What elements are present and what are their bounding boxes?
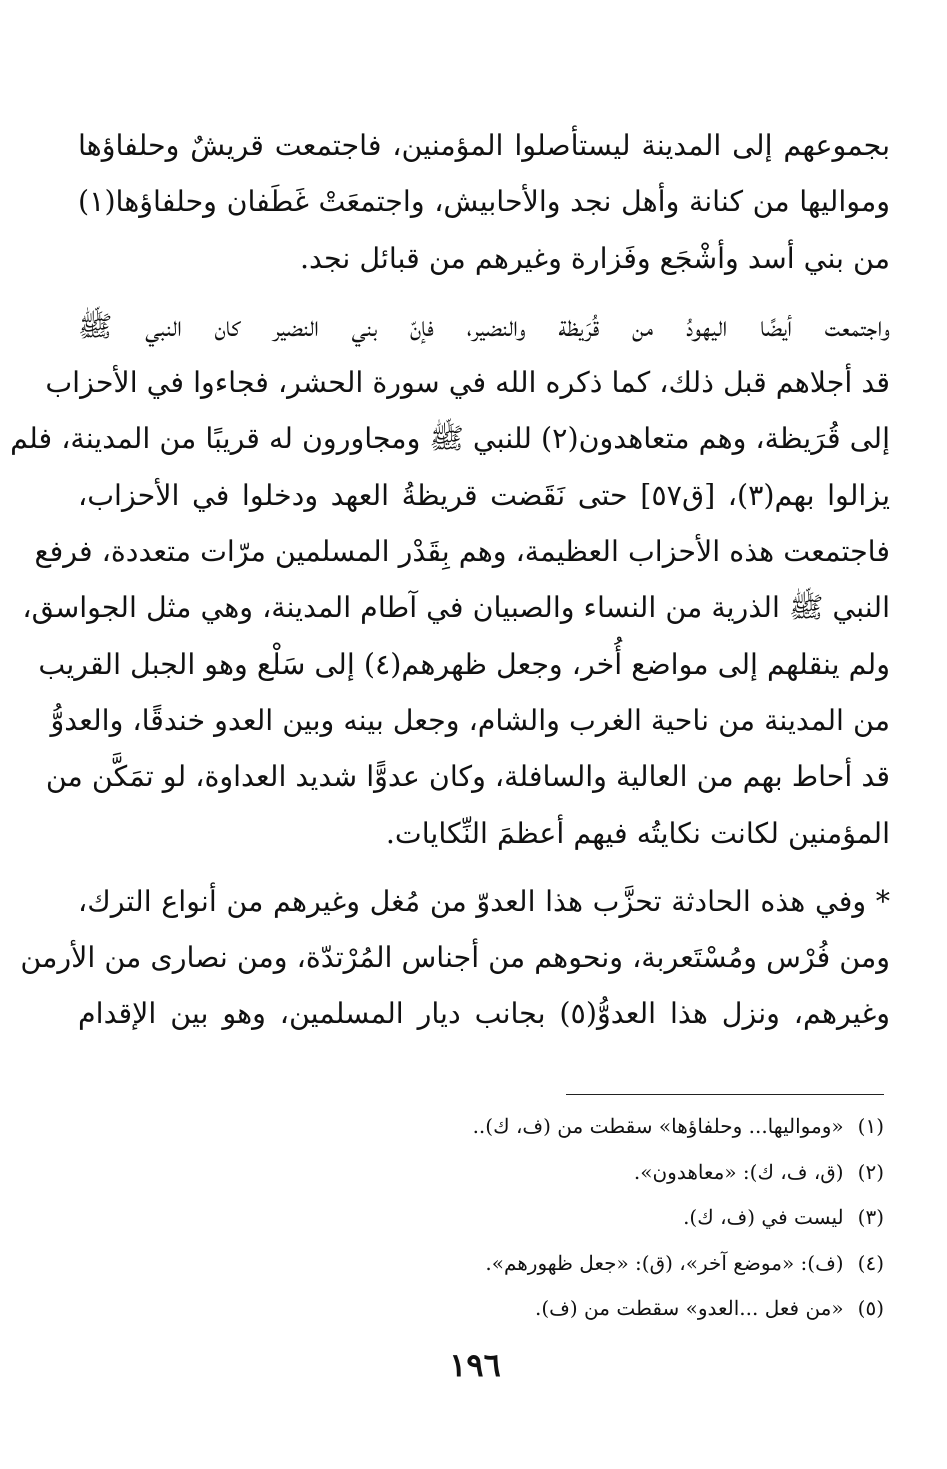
footnotes xyxy=(300,1104,884,1332)
paragraph-gap xyxy=(78,287,890,299)
text-line: من بني أسد وأشْجَع وفَزارة وغيرهم من قبائل نجد. xyxy=(299,241,890,275)
footnote-text: (ف): «موضع آخر»، (ق): «جعل ظهورهم». xyxy=(485,1250,844,1275)
footnote-number: (٢) xyxy=(857,1159,884,1184)
footnote-number: (٣) xyxy=(857,1205,884,1229)
footnote-number: (٤) xyxy=(857,1250,884,1275)
paragraph-2 xyxy=(10,299,891,862)
footnote-separator xyxy=(566,1094,884,1095)
text-line: ومن فُرْس ومُسْتَعربة، ونحوهم من أجناس المُرْتدّة، ومن نصارى من الأرمن xyxy=(20,941,890,975)
text-line: * وفي هذه الحادثة تحزَّب هذا العدوّ من مُغل وغيرهم من أنواع الترك، xyxy=(78,884,890,918)
text-line: يزالوا بهم(٣)، [ق٥٧] حتى نَقَضت قريظةُ العهد ودخلوا في الأحزاب، xyxy=(78,478,891,512)
text-line: بجموعهم إلى المدينة ليستأصلوا المؤمنين، فاجتمعت قريشٌ وحلفاؤها xyxy=(78,129,890,162)
text-line: وغيرهم، ونزل هذا العدوُّ(٥) بجانب ديار المسلمين، وهو بين الإقدام xyxy=(78,997,890,1031)
text-line: قد أجلاهم قبل ذلك، كما ذكره الله في سورة الحشر، فجاءوا في الأحزاب xyxy=(45,366,890,400)
text-line: ومواليها من كنانة وأهل نجد والأحابيش، واجتمعَتْ غَطَفان وحلفاؤها(١) xyxy=(78,185,890,219)
footnote-number: (١) xyxy=(857,1114,884,1138)
page-number: ١٩٦ xyxy=(449,1346,501,1384)
main-text xyxy=(10,118,891,1043)
text-line: ولم ينقلهم إلى مواضع أُخر، وجعل ظهرهم(٤) إلى سَلْع وهو الجبل القريب xyxy=(38,647,890,681)
text-line: فاجتمعت هذه الأحزاب العظيمة، وهم بِقَدْر المسلمين مرّات متعددة، فرفع xyxy=(34,535,890,569)
footnote xyxy=(300,1195,884,1241)
text-line: واجتمعت أيضًا اليهودُ من قُرَيظة والنضير، فإنّ بني النضير كان النبي ﷺ xyxy=(78,309,890,343)
footnote-number: (٥) xyxy=(857,1296,884,1320)
footnote-text: ليست في (ف، ك). xyxy=(683,1205,844,1229)
footnote-text: (ق، ف، ك): «معاهدون». xyxy=(633,1159,844,1184)
paragraph-gap xyxy=(78,862,890,874)
footnote xyxy=(300,1104,884,1150)
text-line: المؤمنين لكانت نكايتُه فيهم أعظمَ النِّكايات. xyxy=(385,816,890,850)
footnote xyxy=(300,1150,884,1196)
paragraph-3 xyxy=(20,874,890,1043)
footnote-text: «ومواليها... وحلفاؤها» سقطت من (ف، ك).. xyxy=(472,1114,844,1138)
footnote xyxy=(300,1241,884,1287)
text-line: إلى قُرَيظة، وهم متعاهدون(٢) للنبي ﷺ ومجاورون له قريبًا من المدينة، فلم xyxy=(10,422,890,456)
text-line: النبي ﷺ الذرية من النساء والصبيان في آطام المدينة، وهي مثل الجواسق، xyxy=(22,591,890,625)
paragraph-1 xyxy=(78,118,890,287)
footnote-text: «من فعل ...العدو» سقطت من (ف). xyxy=(534,1296,844,1320)
text-line: قد أحاط بهم من العالية والسافلة، وكان عدوًّا شديد العداوة، لو تمَكَّن من xyxy=(45,760,890,794)
footnote xyxy=(300,1286,884,1332)
text-line: من المدينة من ناحية الغرب والشام، وجعل بينه وبين العدو خندقًا، والعدوُّ xyxy=(50,703,890,737)
